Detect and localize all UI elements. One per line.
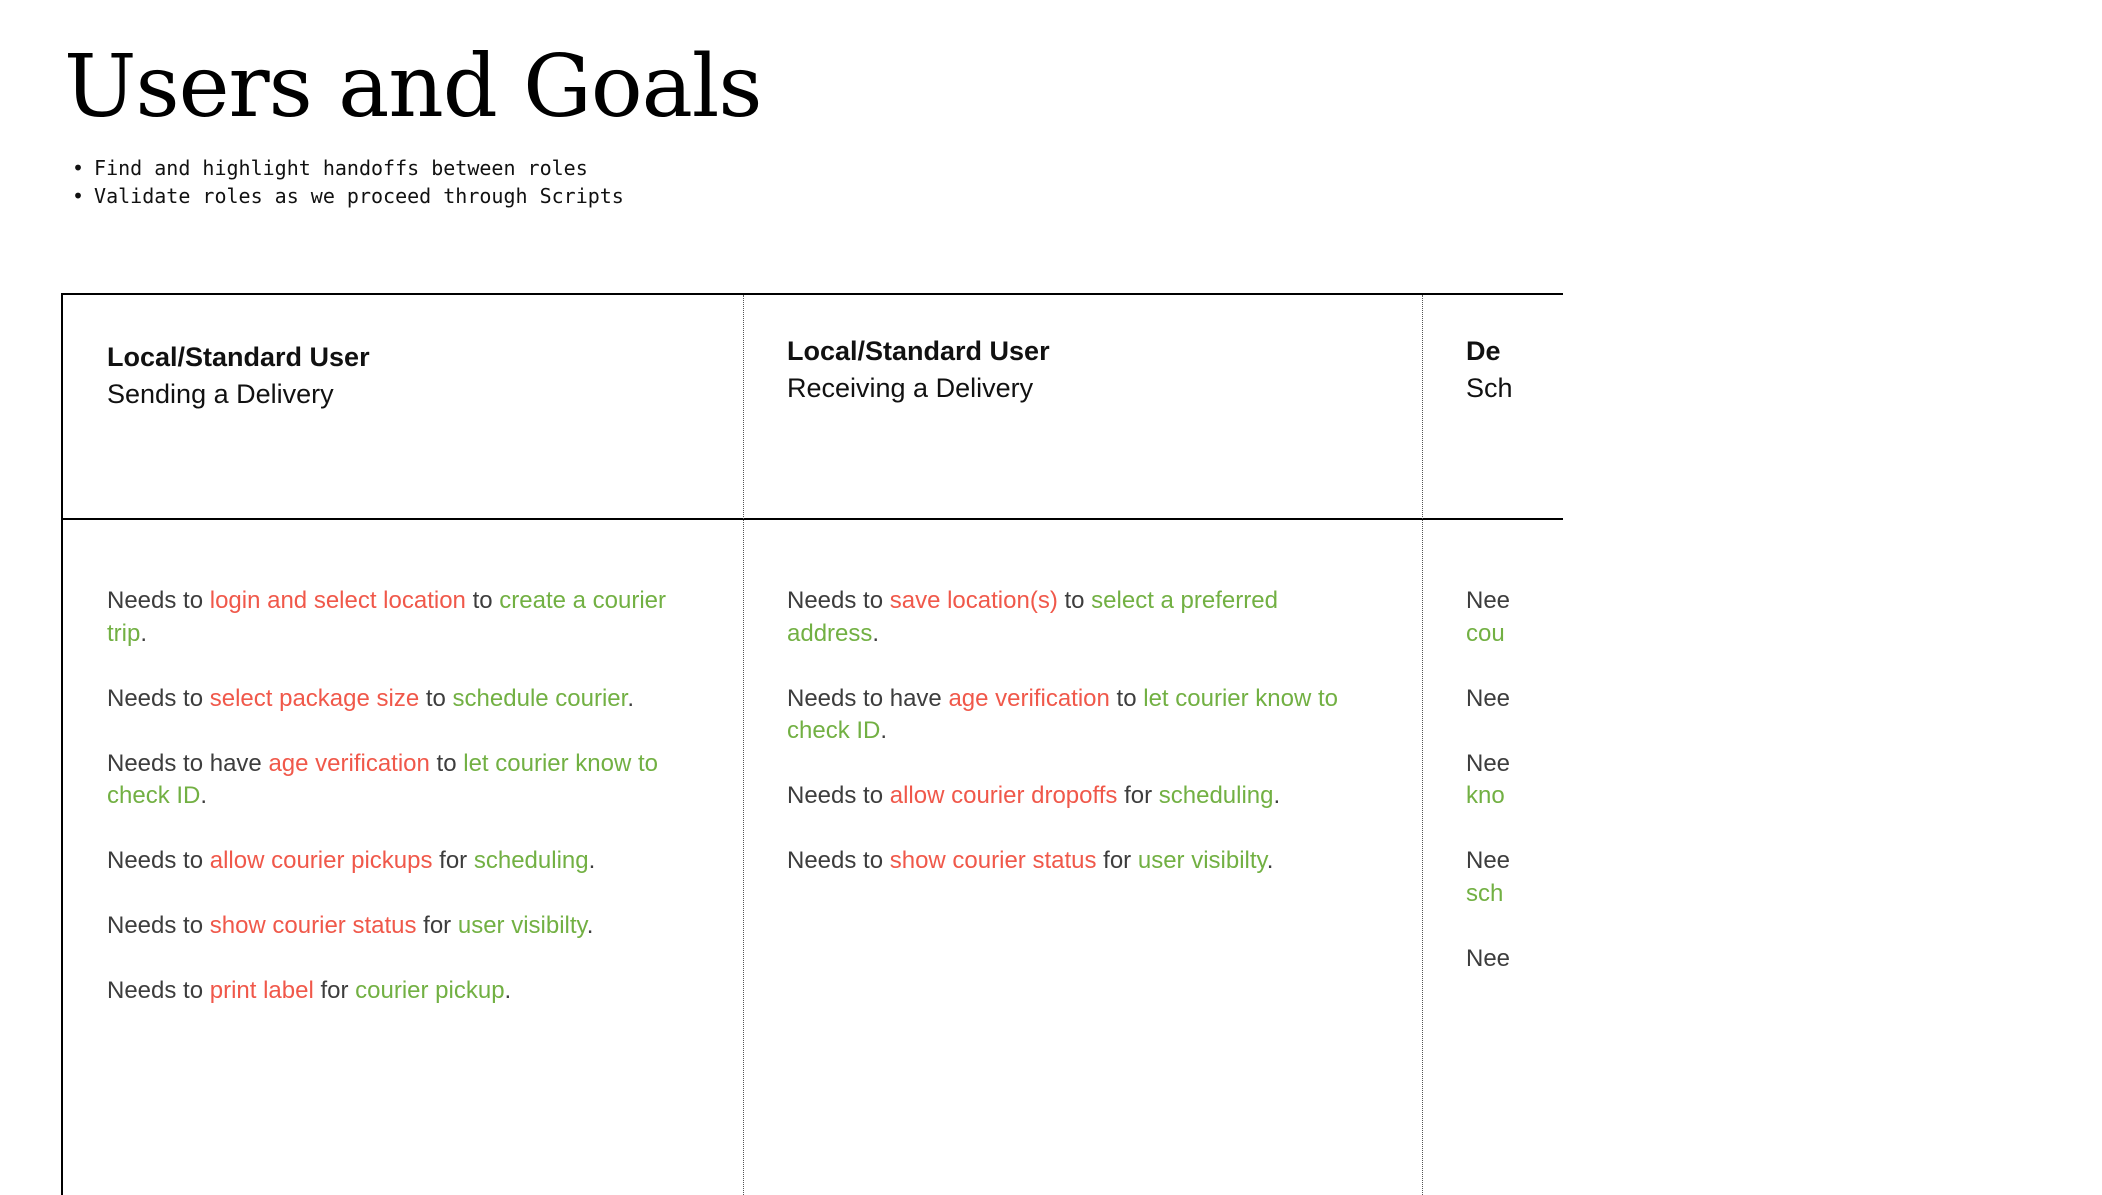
need-statement [1466, 683, 2046, 716]
need-action: print label [209, 977, 314, 1004]
need-action: age verification [268, 749, 430, 777]
role-column-partial [1422, 295, 2102, 1195]
need-text: for [313, 977, 356, 1004]
need-outcome: user visibilty [457, 912, 587, 939]
need-statement [107, 585, 687, 650]
needs-list [787, 585, 1367, 910]
need-statement [787, 585, 1367, 650]
need-text: Needs to [107, 587, 210, 614]
need-action: login and select location [209, 587, 466, 614]
need-outcome: let courier know to check ID [107, 749, 658, 809]
page-title: Users and Goals [64, 37, 762, 137]
need-statement [1466, 748, 2046, 813]
need-action: allow courier dropoffs [889, 782, 1118, 809]
goals-bullet-list [72, 154, 624, 210]
need-action: age verification [948, 684, 1110, 712]
need-action: show courier status [209, 912, 417, 939]
need-text: Needs to [787, 782, 890, 809]
need-text: Needs to [107, 847, 210, 874]
need-text: for [1117, 782, 1159, 809]
need-outcome: let courier know to check ID [787, 684, 1338, 744]
role-name: Local/Standard User [787, 336, 1050, 366]
need-text: Nee [1466, 944, 1511, 972]
need-text: Nee [1466, 749, 1511, 777]
need-text: . [504, 977, 512, 1004]
need-text: to [1057, 587, 1092, 614]
need-text: Needs to [107, 912, 210, 939]
need-text: to [419, 684, 453, 712]
role-name: De [1466, 336, 1501, 366]
need-outcome: user visibilty [1137, 847, 1267, 874]
need-text: . [140, 619, 148, 647]
need-action: allow courier pickups [209, 847, 433, 874]
need-outcome: courier pickup [355, 977, 505, 1004]
need-text: Nee [1466, 684, 1511, 712]
need-text: Needs to [787, 587, 890, 614]
need-statement [107, 910, 687, 943]
need-text: for [1096, 847, 1138, 874]
need-text: for [432, 847, 474, 874]
need-statement [787, 683, 1367, 748]
role-column-receiving [743, 295, 1423, 1195]
need-outcome: sch [1466, 879, 1504, 907]
role-header [787, 333, 1050, 407]
need-statement [107, 683, 687, 716]
bullet-item: • Find and highlight handoffs between roles [72, 154, 624, 182]
need-outcome: scheduling [473, 847, 589, 874]
need-outcome: schedule courier [452, 684, 628, 712]
role-column-sending [63, 295, 743, 1195]
need-text: . [1273, 782, 1281, 809]
need-statement [107, 845, 687, 878]
need-text: Nee [1466, 587, 1511, 614]
user-goals-board [61, 293, 1563, 1195]
need-statement [1466, 845, 2046, 910]
needs-list [107, 585, 687, 1040]
need-statement [1466, 943, 2046, 976]
need-statement [1466, 585, 2046, 650]
need-statement [107, 975, 687, 1008]
need-text: . [200, 782, 208, 809]
need-outcome: kno [1466, 782, 1505, 809]
need-action: select package size [209, 684, 420, 712]
role-goal: Sch [1466, 373, 1513, 403]
need-text: Needs to [787, 847, 890, 874]
need-outcome: scheduling [1158, 782, 1274, 809]
needs-list [1466, 585, 2046, 1008]
need-text: . [588, 847, 596, 874]
role-header [1466, 333, 1513, 407]
need-outcome: create a courier trip [107, 587, 667, 647]
need-action: show courier status [889, 847, 1097, 874]
need-action: save location(s) [889, 587, 1058, 614]
need-text: . [627, 684, 634, 712]
need-text: for [416, 912, 458, 939]
need-text: . [1266, 847, 1274, 874]
need-statement [107, 748, 687, 813]
need-text: Needs to have [107, 749, 269, 777]
need-text: to [1109, 684, 1144, 712]
bullet-item: • Validate roles as we proceed through Scripts [72, 182, 624, 210]
role-goal: Receiving a Delivery [787, 373, 1034, 403]
need-text: Nee [1466, 847, 1511, 874]
need-text: to [465, 587, 500, 614]
need-text: to [429, 749, 464, 777]
role-header [107, 339, 370, 413]
need-outcome: cou [1466, 619, 1505, 647]
need-text: . [872, 619, 880, 647]
role-name: Local/Standard User [107, 342, 370, 372]
need-statement [787, 780, 1367, 813]
need-text: Needs to [107, 684, 210, 712]
need-text: Needs to [107, 977, 210, 1004]
need-statement [787, 845, 1367, 878]
need-text: . [586, 912, 594, 939]
role-goal: Sending a Delivery [107, 379, 334, 409]
need-outcome: select a preferred address [787, 587, 1278, 647]
need-text: Needs to have [787, 684, 949, 712]
need-text: . [880, 717, 888, 744]
